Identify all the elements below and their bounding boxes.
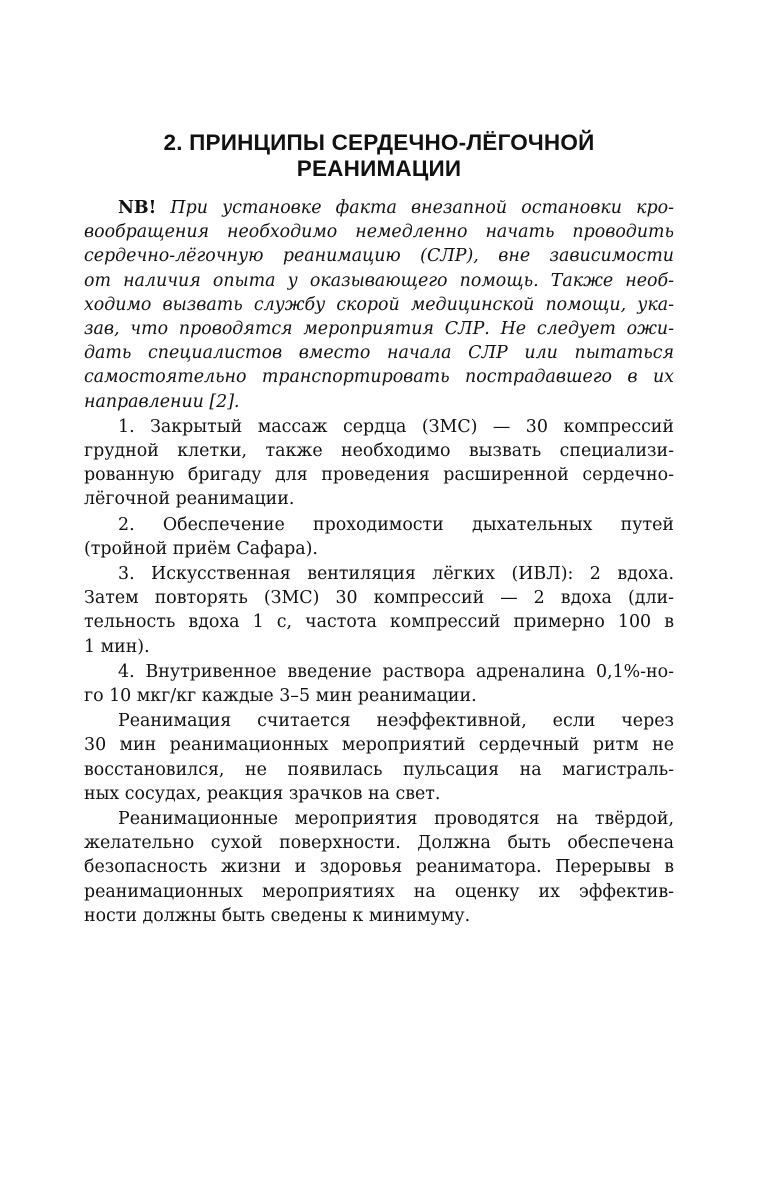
- text-line: самостоятельно транспортировать пострадавшего в их: [84, 367, 674, 388]
- page-content: [84, 130, 674, 928]
- text-line: ных сосудах, реакция зрачков на свет.: [84, 783, 441, 804]
- text-line: Затем повторять (ЗМС) 30 компрессий — 2 вдоха (дли-: [84, 588, 674, 609]
- text-line: 3. Искусственная вентиляция лёгких (ИВЛ): 2 вдоха.: [118, 564, 674, 585]
- text-line: 2. Обеспечение проходимости дыхательных путей: [118, 514, 674, 535]
- text-line: ходимо вызвать службу скорой медицинской помощи, ука-: [84, 294, 674, 315]
- text-line: Реанимационные мероприятия проводятся на твёрдой,: [118, 809, 674, 830]
- text-line: 30 мин реанимационных мероприятий сердечный ритм не: [84, 735, 674, 756]
- text-line: го 10 мкг/кг каждые 3–5 мин реанимации.: [84, 686, 477, 707]
- text-line: ности должны быть сведены к минимуму.: [84, 905, 471, 926]
- heading-line-1: 2. ПРИНЦИПЫ СЕРДЕЧНО-ЛЁГОЧНОЙ: [163, 130, 595, 155]
- item-2-paragraph: [84, 513, 674, 561]
- text-line: рованную бригаду для проведения расширенной сердечно-: [84, 465, 674, 486]
- conditions-paragraph: [84, 807, 674, 928]
- text-line: грудной клетки, также необходимо вызвать специализи-: [84, 441, 674, 462]
- item-3-paragraph: [84, 562, 674, 659]
- nb-label: NB!: [118, 198, 157, 218]
- text-line: направлении [2].: [84, 391, 240, 412]
- ineffective-paragraph: [84, 709, 674, 806]
- item-1-paragraph: [84, 415, 674, 512]
- text-line: вообращения необходимо немедленно начать проводить: [84, 222, 674, 243]
- text-line: тельность вдоха 1 с, частота компрессий примерно 100 в: [84, 612, 674, 633]
- heading-line-2: РЕАНИМАЦИИ: [296, 156, 462, 181]
- text-line: Реанимация считается неэффективной, если через: [118, 711, 674, 732]
- text-line: от наличия опыта у оказывающего помощь. Также необ-: [84, 270, 674, 291]
- item-4-paragraph: [84, 660, 674, 708]
- text-line: зав, что проводятся мероприятия СЛР. Не следует ожи-: [84, 319, 674, 340]
- text-line: дать специалистов вместо начала СЛР или пытаться: [84, 343, 674, 364]
- text-line: реанимационных мероприятиях на оценку их эффектив-: [84, 881, 674, 902]
- text-line: безопасность жизни и здоровья реаниматора. Перерывы в: [84, 857, 674, 878]
- text-line: (тройной приём Сафара).: [84, 538, 318, 559]
- text-line: 1 мин).: [84, 636, 150, 657]
- text-line: 4. Внутривенное введение раствора адреналина 0,1%-но-: [118, 661, 674, 682]
- nb-paragraph: [84, 196, 674, 414]
- text-line: лёгочной реанимации.: [84, 489, 295, 510]
- text-line: восстановился, не появилась пульсация на магистраль-: [84, 759, 674, 780]
- text-line: NB! При установке факта внезапной остановки кро-: [118, 198, 674, 218]
- text-line: желательно сухой поверхности. Должна быть обеспечена: [84, 833, 674, 854]
- section-heading: [84, 130, 674, 182]
- text-line: сердечно-лёгочную реанимацию (СЛР), вне зависимости: [84, 246, 674, 267]
- text-line: 1. Закрытый массаж сердца (ЗМС) — 30 компрессий: [118, 416, 674, 437]
